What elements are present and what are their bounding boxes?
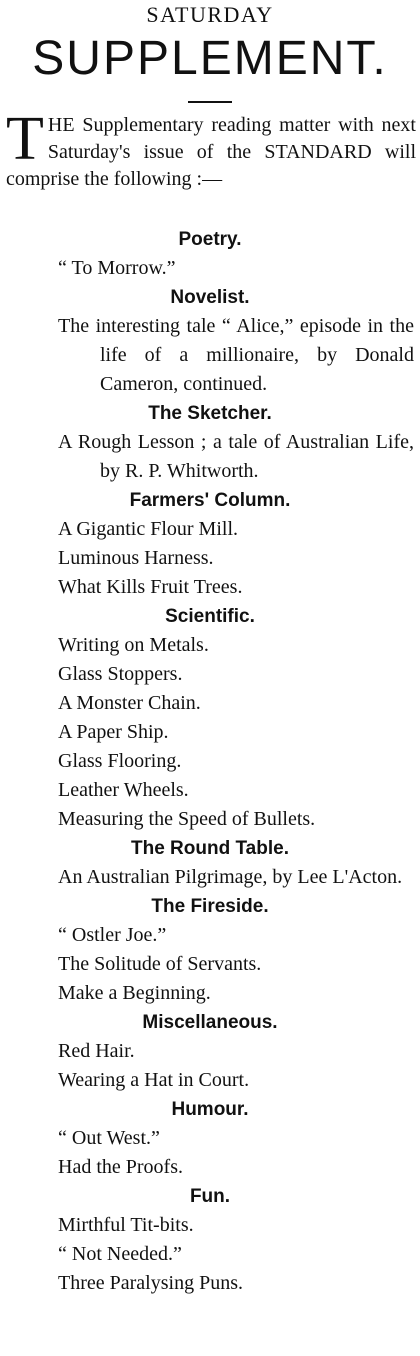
- section-heading-round-table: The Round Table.: [131, 838, 289, 859]
- list-item: A Gigantic Flour Mill.: [58, 518, 238, 540]
- list-item: “ Out West.”: [58, 1127, 160, 1149]
- contents-list: [0, 225, 420, 1298]
- section-heading-poetry: Poetry.: [178, 229, 242, 250]
- list-item: Wearing a Hat in Court.: [58, 1069, 250, 1091]
- list-item: “ Ostler Joe.”: [58, 924, 167, 946]
- list-item: A Paper Ship.: [58, 721, 169, 743]
- list-item: Mirthful Tit-bits.: [58, 1214, 194, 1236]
- divider-rule: [188, 101, 232, 103]
- list-item: An Australian Pilgrimage, by Lee L'Acton.: [58, 866, 403, 888]
- list-item: Glass Stoppers.: [58, 663, 183, 685]
- list-item: Three Paralysing Puns.: [58, 1272, 243, 1294]
- section-heading-humour: Humour.: [171, 1099, 249, 1120]
- kicker: SATURDAY: [146, 2, 274, 27]
- list-item: A Monster Chain.: [58, 692, 201, 714]
- section-heading-scientific: Scientific.: [165, 606, 255, 627]
- intro-text: HE Supplementary reading matter with next Saturday's issue of the STANDARD will comprise the following :—: [6, 114, 416, 190]
- list-item: A Rough Lesson ; a tale of Australian Life, by R. P. Whitworth.: [58, 431, 414, 482]
- list-item: Make a Beginning.: [58, 982, 211, 1004]
- list-item: Glass Flooring.: [58, 750, 182, 772]
- list-item: Leather Wheels.: [58, 779, 189, 801]
- list-item: Writing on Metals.: [58, 634, 209, 656]
- section-heading-farmers-column: Farmers' Column.: [129, 490, 291, 511]
- list-item: Red Hair.: [58, 1040, 135, 1062]
- page-title: SUPPLEMENT.: [32, 32, 388, 85]
- section-heading-fun: Fun.: [189, 1186, 231, 1207]
- list-item: Measuring the Speed of Bullets.: [58, 808, 316, 830]
- list-item: Luminous Harness.: [58, 547, 214, 569]
- intro-paragraph: [6, 105, 416, 193]
- drop-cap: T: [6, 105, 44, 173]
- list-item: The interesting tale “ Alice,” episode in the life of a millionaire, by Donald Cameron, continued.: [58, 315, 414, 395]
- list-item: “ To Morrow.”: [58, 257, 176, 279]
- section-heading-fireside: The Fireside.: [151, 896, 269, 917]
- list-item: Had the Proofs.: [58, 1156, 183, 1178]
- list-item: What Kills Fruit Trees.: [58, 576, 243, 598]
- list-item: The Solitude of Servants.: [58, 953, 262, 975]
- section-heading-sketcher: The Sketcher.: [148, 403, 272, 424]
- section-heading-novelist: Novelist.: [170, 287, 250, 308]
- section-heading-miscellaneous: Miscellaneous.: [142, 1012, 278, 1033]
- list-item: “ Not Needed.”: [58, 1243, 182, 1265]
